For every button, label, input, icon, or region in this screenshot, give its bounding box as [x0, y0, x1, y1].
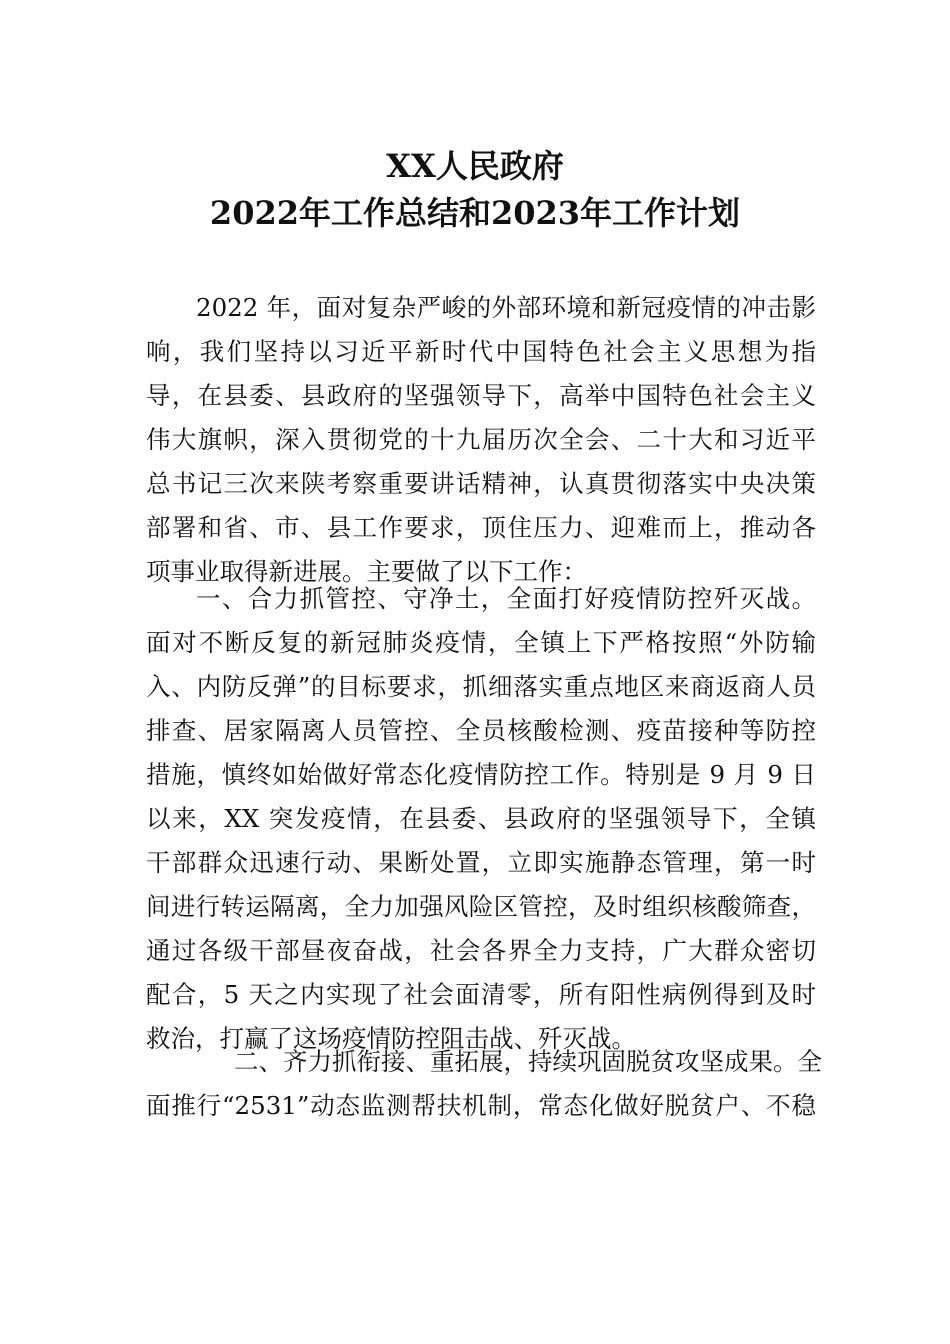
paragraph-intro: [146, 286, 816, 594]
paragraph-line: 部署和省、市、县工作要求，顶住压力、迎难而上，推动各: [146, 513, 816, 542]
paragraph-line: 伟大旗帜，深入贯彻党的十九届历次全会、二十大和习近平: [146, 425, 816, 454]
paragraph-line: 以来，XX 突发疫情，在县委、县政府的坚强领导下，全镇: [146, 804, 816, 833]
paragraph-line: 二、齐力抓衔接、重拓展，持续巩固脱贫攻坚成果。全: [234, 1047, 822, 1076]
paragraph-line: 面对不断反复的新冠肺炎疫情，全镇上下严格按照“外防输: [146, 628, 816, 657]
paragraph-line: 项事业取得新进展。主要做了以下工作：: [146, 557, 587, 586]
document-title-line-1: XX人民政府: [386, 147, 564, 185]
paragraph-line: 响，我们坚持以习近平新时代中国特色社会主义思想为指: [146, 337, 816, 366]
paragraph-line: 措施，慎终如始做好常态化疫情防控工作。特别是 9 月 9 日: [146, 760, 816, 789]
document-title-line-2: 2022年工作总结和2023年工作计划: [209, 194, 741, 232]
paragraph-line: 一、合力抓管控、守净土，全面打好疫情防控歼灭战。: [196, 584, 816, 613]
paragraph-line: 入、内防反弹”的目标要求，抓细落实重点地区来商返商人员: [146, 672, 816, 701]
paragraph-section-2: [146, 1040, 822, 1128]
paragraph-line: 排查、居家隔离人员管控、全员核酸检测、疫苗接种等防控: [146, 716, 816, 745]
paragraph-section-1: [146, 577, 816, 1061]
paragraph-line: 2022 年，面对复杂严峻的外部环境和新冠疫情的冲击影: [196, 293, 816, 322]
paragraph-line: 面推行“2531”动态监测帮扶机制，常态化做好脱贫户、不稳: [146, 1091, 816, 1120]
paragraph-line: 总书记三次来陕考察重要讲话精神，认真贯彻落实中央决策: [146, 469, 816, 498]
paragraph-line: 导，在县委、县政府的坚强领导下，高举中国特色社会主义: [146, 381, 816, 410]
paragraph-line: 间进行转运隔离，全力加强风险区管控，及时组织核酸筛查，: [146, 892, 816, 921]
paragraph-line: 通过各级干部昼夜奋战，社会各界全力支持，广大群众密切: [146, 936, 816, 965]
paragraph-line: 干部群众迅速行动、果断处置，立即实施静态管理，第一时: [146, 848, 816, 877]
paragraph-line: 救治，打赢了这场疫情防控阻击战、歼灭战。: [146, 1024, 636, 1053]
paragraph-line: 配合，5 天之内实现了社会面清零，所有阳性病例得到及时: [146, 980, 816, 1009]
